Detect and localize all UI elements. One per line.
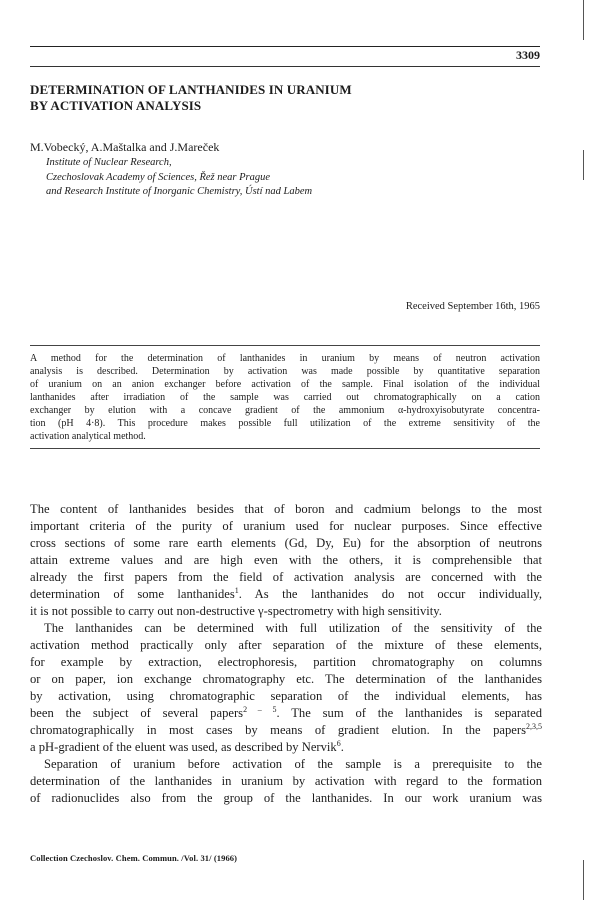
affiliation-line: Czechoslovak Academy of Sciences, Řež near Prague bbox=[46, 171, 271, 183]
body-line bbox=[30, 705, 542, 722]
reference-mark: 2 – 5 bbox=[243, 704, 277, 714]
reference-mark: 2,3,5 bbox=[526, 721, 542, 731]
body-line: for example by extraction, electrophoresis, partition chromatography on columns bbox=[30, 655, 542, 669]
body-line: Separation of uranium before activation of the sample is a prerequisite to the bbox=[44, 757, 542, 771]
reference-mark: 1 bbox=[234, 585, 239, 595]
body-text: . bbox=[340, 740, 344, 754]
body-line: by activation, using chromatographic separation of the individual elements, has bbox=[30, 689, 542, 703]
body-line: important criteria of the purity of uranium used for nuclear purposes. Since effective bbox=[30, 519, 542, 533]
body-line: already the first papers from the field of activation analysis are concerned with the bbox=[30, 570, 542, 584]
authors: M.Vobecký, A.Maštalka and J.Mareček bbox=[30, 140, 220, 154]
body-line: of radionuclides also from the group of the lanthanides. In our work uranium was bbox=[30, 791, 542, 805]
scan-edge-mark bbox=[583, 0, 584, 40]
body-line: determination of the lanthanides in uranium by activation with regard to the formation bbox=[30, 774, 542, 788]
abstract bbox=[30, 352, 540, 443]
abstract-line: A method for the determination of lanthanides in uranium by means of neutron activation bbox=[30, 353, 540, 364]
body-line bbox=[30, 586, 542, 603]
title-line: BY ACTIVATION ANALYSIS bbox=[30, 98, 202, 113]
abstract-line: activation analytical method. bbox=[30, 431, 146, 442]
affiliation-line: and Research Institute of Inorganic Chemistry, Ústí nad Labem bbox=[46, 186, 313, 197]
body-line: or on paper, ion exchange chromatography etc. The determination of the lanthanides bbox=[30, 672, 542, 686]
scan-edge-mark bbox=[583, 150, 584, 180]
abstract-line: lanthanides after irradiation of the sample was carried out chromatographically on a cation bbox=[30, 392, 540, 403]
journal-footer: Collection Czechoslov. Chem. Commun. /Vol. 31/ (1966) bbox=[30, 853, 238, 863]
body-line: The lanthanides can be determined with full utilization of the sensitivity of the bbox=[44, 621, 542, 635]
body-line: attain extreme values and are high even with the others, it is comprehensible that bbox=[30, 553, 542, 567]
body-line: activation method practically only after separation of the mixture of these elements, bbox=[30, 638, 542, 652]
abstract-rule-top bbox=[30, 345, 540, 346]
abstract-line: of uranium on an anion exchanger before activation of the sample. Final isolation of the individual bbox=[30, 379, 540, 390]
article-title bbox=[30, 82, 540, 114]
affiliation bbox=[46, 156, 312, 200]
body-text: determination of some lanthanides bbox=[30, 587, 235, 601]
title-line: DETERMINATION OF LANTHANIDES IN URANIUM bbox=[30, 82, 352, 97]
body-text: . As the lanthanides do not occur individually, bbox=[238, 587, 542, 601]
page-number: 3309 bbox=[516, 48, 540, 62]
body-text: been the subject of several papers bbox=[30, 706, 244, 720]
affiliation-line: Institute of Nuclear Research, bbox=[46, 157, 172, 168]
article-body bbox=[30, 501, 542, 807]
abstract-line: exchanger by elution with a concave gradient of the ammonium α-hydroxyisobutyrate concentra- bbox=[30, 405, 540, 416]
body-line: The content of lanthanides besides that of boron and cadmium belongs to the most bbox=[30, 502, 542, 516]
body-line bbox=[30, 739, 542, 756]
abstract-line: tion (pH 4·8). This procedure makes possible full utilization of the extreme sensitivity of the bbox=[30, 418, 540, 429]
header-rule-lower bbox=[30, 66, 540, 67]
body-text: . The sum of the lanthanides is separated bbox=[276, 706, 543, 720]
body-line: cross sections of some rare earth elements (Gd, Dy, Eu) for the absorption of neutrons bbox=[30, 536, 542, 550]
abstract-line: analysis is described. Determination by activation was made possible by quantitative separation bbox=[30, 366, 540, 377]
header-rule bbox=[30, 46, 540, 47]
received-date: Received September 16th, 1965 bbox=[405, 301, 540, 312]
body-line bbox=[30, 722, 542, 739]
abstract-rule-bottom bbox=[30, 448, 540, 449]
body-text: chromatographically in most cases by means of gradient elution. In the papers bbox=[30, 723, 526, 737]
reference-mark: 6 bbox=[336, 738, 341, 748]
body-text: a pH-gradient of the eluent was used, as described by Nervik bbox=[30, 740, 337, 754]
scan-edge-mark bbox=[583, 860, 584, 900]
body-line: it is not possible to carry out non-destructive γ-spectrometry with high sensitivity. bbox=[30, 604, 442, 618]
